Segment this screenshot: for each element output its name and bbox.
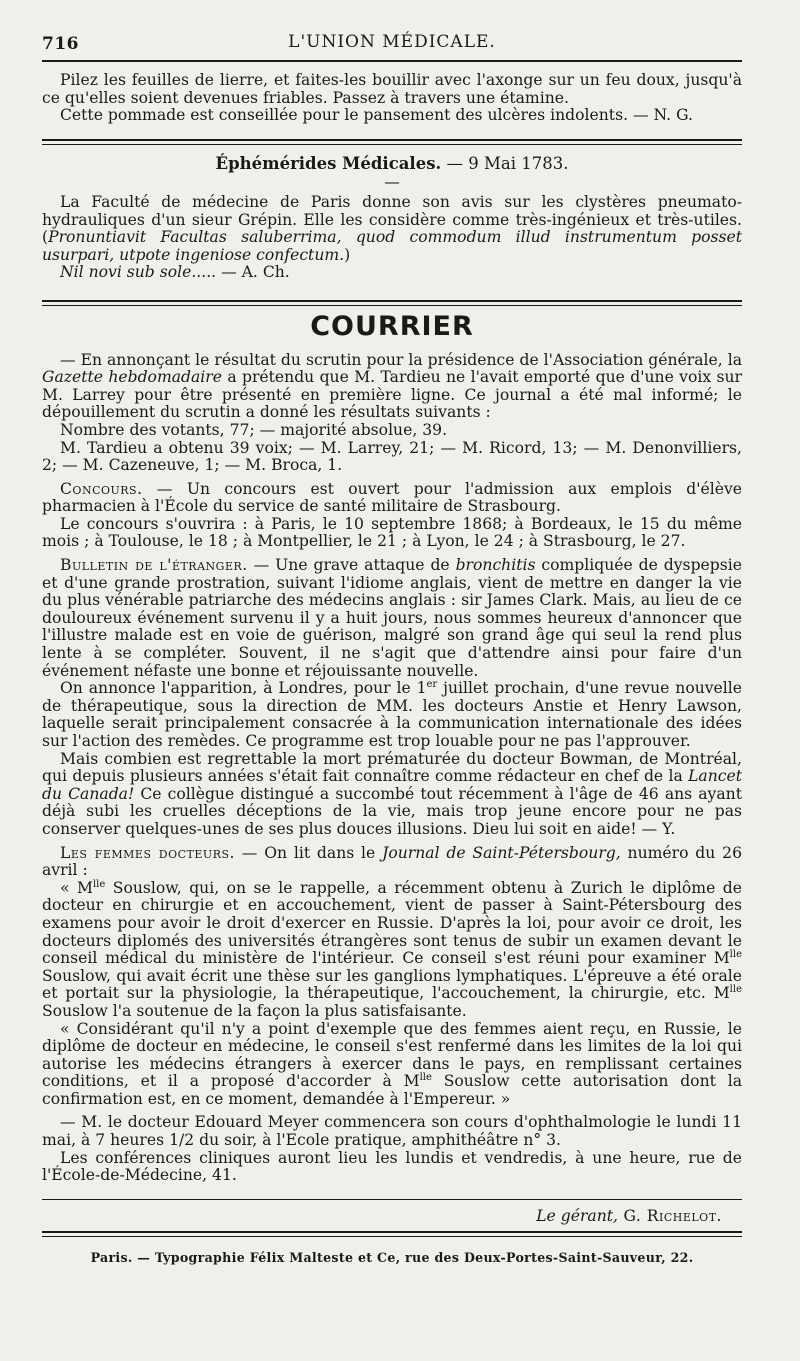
page-header [42, 30, 742, 60]
page-number: 716 [42, 34, 79, 54]
imprint-rule [42, 1231, 742, 1237]
scrutin-text-2: a prétendu que M. Tardieu ne l'avait emporté que d'une voix sur M. Larrey pour être présenté en première ligne. Ce journal a été mal informé; le dépouillement du scrutin a donné les résultats suivants : [42, 368, 743, 422]
ephemerides-heading [42, 155, 742, 173]
ephemerides-latin-2: Nil novi sub sole..... [60, 263, 217, 282]
scrutin-text: — En annonçant le résultat du scrutin pour la présidence de l'Association générale, la [60, 350, 742, 369]
bulletin-paragraph [42, 557, 742, 680]
mlle-sup: lle [729, 948, 742, 960]
concours-paragraph [42, 481, 742, 516]
journal-title: L'UNION MÉDICALE. [288, 32, 496, 52]
bulletin-label: Bulletin de l'étranger. [60, 556, 248, 575]
pommade-paragraph: Pilez les feuilles de lierre, et faites-les bouillir avec l'axonge sur un feu doux, jusqu'à ce qu'elles soient devenues friables. Passez à travers une étamine. [42, 71, 742, 107]
imprint-line: Paris. — Typographie Félix Malteste et Ce, rue des Deux-Portes-Saint-Sauveur, 22. [90, 1250, 694, 1266]
concours-text: — Un concours est ouvert pour l'admission aux emplois d'élève pharmacien à l'École du service de santé militaire de Strasbourg. [42, 479, 742, 516]
journal-page [42, 30, 742, 1267]
ephemerides-title: Éphémérides Médicales. [215, 153, 442, 173]
souslow-quote-1 [42, 880, 742, 1021]
lancet-name: Lancet du Canada! [42, 767, 742, 803]
ephemerides-signature: — A. Ch. [216, 263, 290, 282]
bowman-paragraph [42, 751, 742, 839]
revue-text: On annonce l'apparition, à Londres, pour le 1 [60, 679, 427, 698]
mlle-sup: lle [419, 1072, 432, 1084]
journal-name: Journal de Saint-Pétersbourg, [382, 843, 621, 862]
revue-text-2: juillet prochain, d'une revue nouvelle de thérapeutique, sous la direction de MM. les docteurs Anstie et Henry Lawson, laquelle serait principalement consacrée à la communication internationale des idées sur l'action des remèdes. Ce programme est trop louable pour ne pas l'approuver. [42, 679, 742, 750]
quote1-a: « M [60, 878, 93, 897]
bulletin-text: — Une grave attaque de [247, 556, 456, 575]
souslow-quote-2 [42, 1021, 742, 1109]
femmes-text-2: numéro du 26 avril : [42, 843, 742, 880]
footer-rule [42, 1199, 742, 1200]
bowman-text-2: Ce collègue distingué a succombé tout récemment à l'âge de 46 ans ayant déjà subi les cruelles déceptions de la vie, mais trop jeune encore pour ne pas conserver quelques-unes de ses plus douces illusions. Dieu lui soit en aide! — Y. [42, 784, 742, 838]
bronchitis-term: bronchitis [455, 556, 536, 575]
ephemerides-text: La Faculté de médecine de Paris donne son avis sur les clystères pneumato-hydrauliques d'un sieur Grépin. Elle les considère comme très-ingénieux et très-utiles. ( [42, 192, 742, 247]
revue-sup: er [426, 679, 438, 691]
bulletin-text-2: compliquée de dyspepsie et d'une grande prostration, suivant l'idiome anglais, vient de mettre en danger la vie du plus vénérable patriarche des médecins anglais : sir James Clark. Mais, au lieu de ce douloureux événement survenu il y a huit jours, nous sommes heureux d'annoncer que l'illustre malade est en voie de guérison, malgré son grand âge qui seul la rend plus lente à se compléter. Souvent, il ne s'agit que d'attendre ainsi pour faire d'un événement néfaste une bonne et réjouissante nouvelle. [42, 556, 742, 680]
femmes-label: Les femmes docteurs. [60, 843, 235, 862]
ephemerides-text-end: ) [344, 245, 351, 264]
meyer-paragraph: — M. le docteur Edouard Meyer commencera son cours d'ophthalmologie le lundi 11 mai, à 7 heures 1/2 du soir, à l'Ecole pratique, amphithéâtre n° 3. [42, 1113, 742, 1150]
gerant-label: Le gérant, [536, 1206, 618, 1225]
bowman-text: Mais combien est regrettable la mort prématurée du docteur Bowman, de Montréal, qui depuis plusieurs années s'était fait connaître comme rédacteur en chef de la [42, 749, 742, 786]
ephemerides-paragraph [42, 194, 742, 264]
header-rule [42, 60, 742, 62]
femmes-paragraph [42, 845, 742, 880]
section-divider [42, 139, 742, 145]
concours-label: Concours. [60, 479, 143, 498]
scrutin-votants: Nombre des votants, 77; — majorité absolue, 39. [60, 420, 448, 439]
revue-paragraph [42, 680, 742, 750]
mlle-sup: lle [729, 984, 742, 996]
quote2-b: Souslow cette autorisation dont la confirmation est, en ce moment, demandée à l'Empereur. » [42, 1072, 742, 1108]
quote1-b: Souslow, qui, on se le rappelle, a récemment obtenu à Zurich le diplôme de docteur en chirurgie et en accouchement, vient de passer à Saint-Pétersbourg des examens pour avoir le droit d'exercer en Russie. D'après la loi, pour avoir ce droit, les docteurs diplomés des universités étrangères sont tenus de subir un examen devant le conseil médical du ministère de l'intérieur. Ce conseil s'est réuni pour examiner M [42, 878, 742, 968]
quote1-c: Souslow, qui avait écrit une thèse sur les ganglions lymphatiques. L'épreuve a été orale et portait sur la physiologie, la thérapeutique, l'accouchement, la chirurgie, etc. M [42, 966, 742, 1003]
courrier-body [42, 352, 742, 1185]
gerant-name: G. Richelot. [617, 1206, 722, 1225]
scrutin-paragraph [42, 352, 742, 422]
mlle-sup: lle [92, 878, 106, 890]
ephemerides-latin: Pronuntiavit Facultas saluberrima, quod commodum illud instrumentum posset usurpari, utpote ingeniose confectum. [42, 228, 742, 264]
femmes-text: — On lit dans le [234, 843, 383, 862]
scrutin-resultats: M. Tardieu a obtenu 39 voix; — M. Larrey, 21; — M. Ricord, 13; — M. Denonvilliers, 2; — M. Cazeneuve, 1; — M. Broca, 1. [42, 438, 742, 475]
ephemerides-signature-line [42, 264, 742, 282]
courrier-divider [42, 300, 742, 306]
ephemerides-dash: — [384, 173, 400, 192]
courrier-title: COURRIER [310, 310, 474, 342]
pommade-note: Cette pommade est conseillée pour le pansement des ulcères indolents. — N. G. [60, 106, 693, 125]
gazette-name: Gazette hebdomadaire [42, 368, 222, 387]
concours-dates: Le concours s'ouvrira : à Paris, le 10 septembre 1868; à Bordeaux, le 15 du même mois ; à Toulouse, le 18 ; à Montpellier, le 21 ; à Lyon, le 24 ; à Strasbourg, le 27. [42, 514, 742, 551]
conferences-paragraph: Les conférences cliniques auront lieu les lundis et vendredis, à une heure, rue de l'École-de-Médecine, 41. [42, 1148, 742, 1185]
ephemerides-body [42, 194, 742, 282]
quote1-d: Souslow l'a soutenue de la façon la plus satisfaisante. [42, 1001, 467, 1020]
pommade-section [42, 72, 742, 125]
gerant-signature [42, 1208, 742, 1226]
ephemerides-date: — 9 Mai 1783. [446, 153, 569, 173]
quote2-a: « Considérant qu'il n'y a point d'exemple que des femmes aient reçu, en Russie, le diplôme de docteur en médecine, le conseil s'est renfermé dans les limites de la loi qui autorise les médecins étrangers à exercer dans le pays, en remplissant certaines conditions, et il a proposé d'accorder à M [42, 1019, 742, 1091]
